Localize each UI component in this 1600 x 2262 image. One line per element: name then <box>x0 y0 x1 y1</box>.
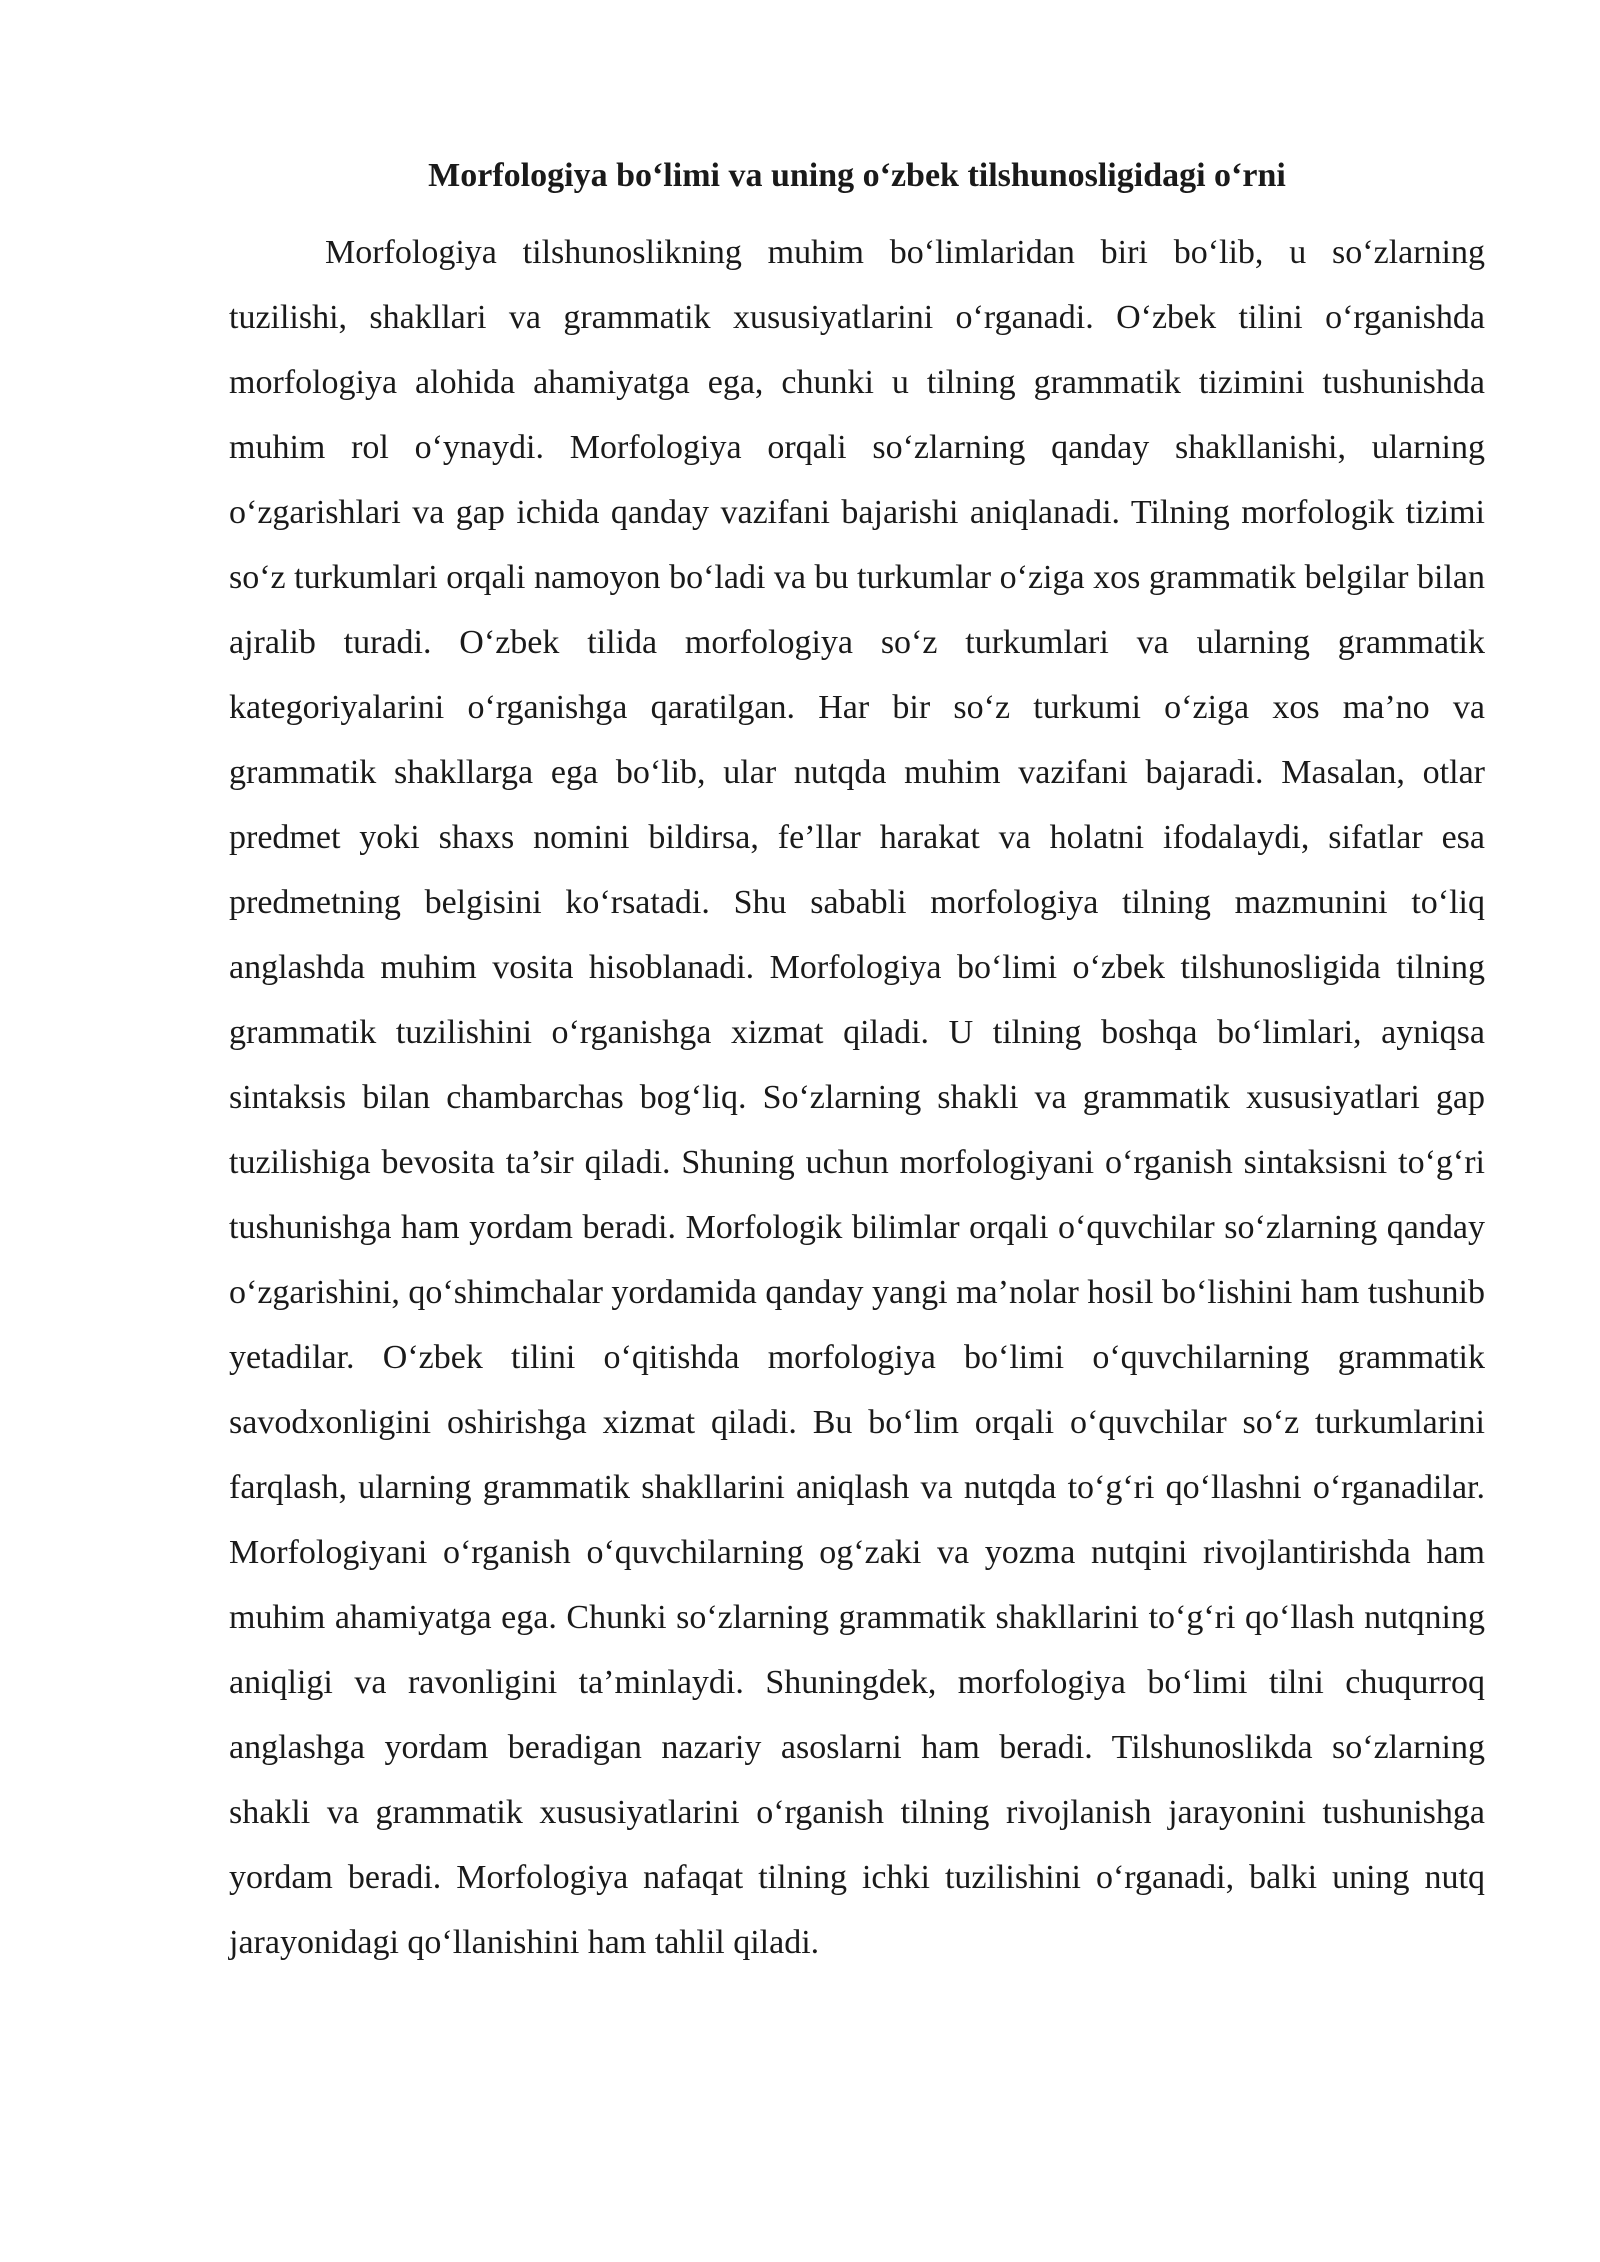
body-paragraph: Morfologiya tilshunoslikning muhim boʻlimlaridan biri boʻlib, u soʻzlarning tuzilishi, shakllari va grammatik xususiyatlarini oʻrganadi. Oʻzbek tilini oʻrganishda morfologiya alohida ahamiyatga ega, chunki u tilning grammatik tizimini tushunishda muhim rol oʻynaydi. Morfologiya orqali soʻzlarning qanday shakllanishi, ularning oʻzgarishlari va gap ichida qanday vazifani bajarishi aniqlanadi. Tilning morfologik tizimi soʻz turkumlari orqali namoyon boʻladi va bu turkumlar oʻziga xos grammatik belgilar bilan ajralib turadi. Oʻzbek tilida morfologiya soʻz turkumlari va ularning grammatik kategoriyalarini oʻrganishga qaratilgan. Har bir soʻz turkumi oʻziga xos ma’no va grammatik shakllarga ega boʻlib, ular nutqda muhim vazifani bajaradi. Masalan, otlar predmet yoki shaxs nomini bildirsa, fe’llar harakat va holatni ifodalaydi, sifatlar esa predmetning belgisini koʻrsatadi. Shu sababli morfologiya tilning mazmunini toʻliq anglashda muhim vosita hisoblanadi. Morfologiya boʻlimi oʻzbek tilshunosligida tilning grammatik tuzilishini oʻrganishga xizmat qiladi. U tilning boshqa boʻlimlari, ayniqsa sintaksis bilan chambarchas bogʻliq. Soʻzlarning shakli va grammatik xususiyatlari gap tuzilishiga bevosita ta’sir qiladi. Shuning uchun morfologiyani oʻrganish sintaksisni toʻgʻri tushunishga ham yordam beradi. Morfologik bilimlar orqali oʻquvchilar soʻzlarning qanday oʻzgarishini, qoʻshimchalar yordamida qanday yangi ma’nolar hosil boʻlishini ham tushunib yetadilar. Oʻzbek tilini oʻqitishda morfologiya boʻlimi oʻquvchilarning grammatik savodxonligini oshirishga xizmat qiladi. Bu boʻlim orqali oʻquvchilar soʻz turkumlarini farqlash, ularning grammatik shakllarini aniqlash va nutqda toʻgʻri qoʻllashni oʻrganadilar. Morfologiyani oʻrganish oʻquvchilarning ogʻzaki va yozma nutqini rivojlantirishda ham muhim ahamiyatga ega. Chunki soʻzlarning grammatik shakllarini toʻgʻri qoʻllash nutqning aniqligi va ravonligini ta’minlaydi. Shuningdek, morfologiya boʻlimi tilni chuqurroq anglashga yordam beradigan nazariy asoslarni ham beradi. Tilshunoslikda soʻzlarning shakli va grammatik xususiyatlarini oʻrganish tilning rivojlanish jarayonini tushunishga yordam beradi. Morfologiya nafaqat tilning ichki tuzilishini oʻrganadi, balki uning nutq jarayonidagi qoʻllanishini ham tahlil qiladi. <box>229 234 1485 1961</box>
document-content <box>229 146 1485 1975</box>
document-title: Morfologiya boʻlimi va uning oʻzbek tilshunosligidagi oʻrni <box>428 157 1286 194</box>
